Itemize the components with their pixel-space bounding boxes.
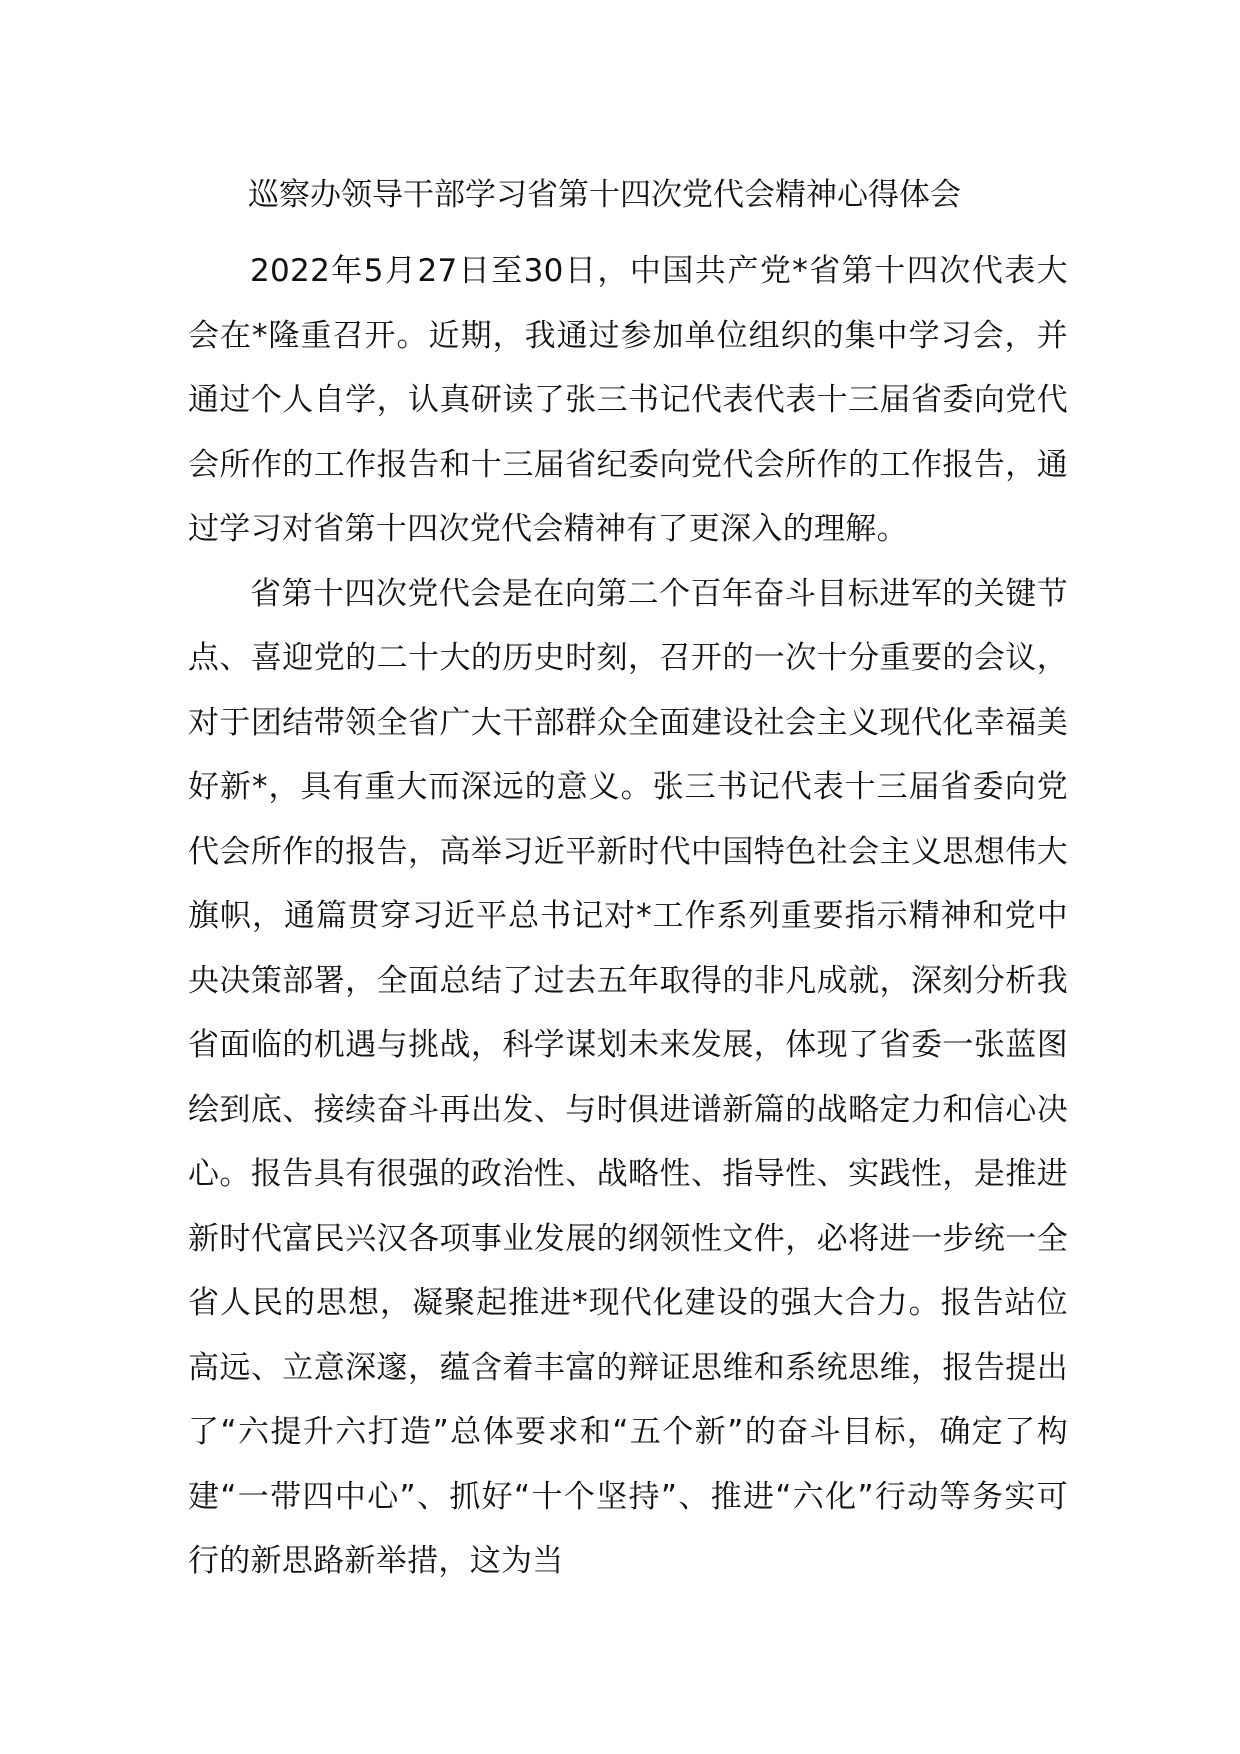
paragraph-main: 省第十四次党代会是在向第二个百年奋斗目标进军的关键节点、喜迎党的二十大的历史时刻，召开的一次十分重要的会议，对于团结带领全省广大干部群众全面建设社会主义现代化幸福美好新*，具有重大而深远的意义。张三书记代表十三届省委向党代会所作的报告，高举习近平新时代中国特色社会主义思想伟大旗帜，通篇贯穿习近平总书记对*工作系列重要指示精神和党中央决策部署，全面总结了过去五年取得的非凡成就，深刻分析我省面临的机遇与挑战，科学谋划未来发展，体现了省委一张蓝图绘到底、接续奋斗再出发、与时俱进谱新篇的战略定力和信心决心。报告具有很强的政治性、战略性、指导性、实践性，是推进新时代富民兴汉各项事业发展的纲领性文件，必将进一步统一全省人民的思想，凝聚起推进*现代化建设的强大合力。报告站位高远、立意深邃，蕴含着丰富的辩证思维和系统思维，报告提出了“六提升六打造”总体要求和“五个新”的奋斗目标，确定了构建“一带四中心”、抓好“十个坚持”、推进“六化”行动等务实可行的新思路新举措，这为当 <box>188 575 1068 1579</box>
paragraph-intro: 2022年5月27日至30日，中国共产党*省第十四次代表大会在*隆重召开。近期，我通过参加单位组织的集中学习会，并通过个人自学，认真研读了张三书记代表代表十三届省委向党代会所作的工作报告和十三届省纪委向党代会所作的工作报告，通过学习对省第十四次党代会精神有了更深入的理解。 <box>188 253 1068 547</box>
document-title: 巡察办领导干部学习省第十四次党代会精神心得体会 <box>248 177 961 213</box>
document-body <box>188 239 1068 1594</box>
